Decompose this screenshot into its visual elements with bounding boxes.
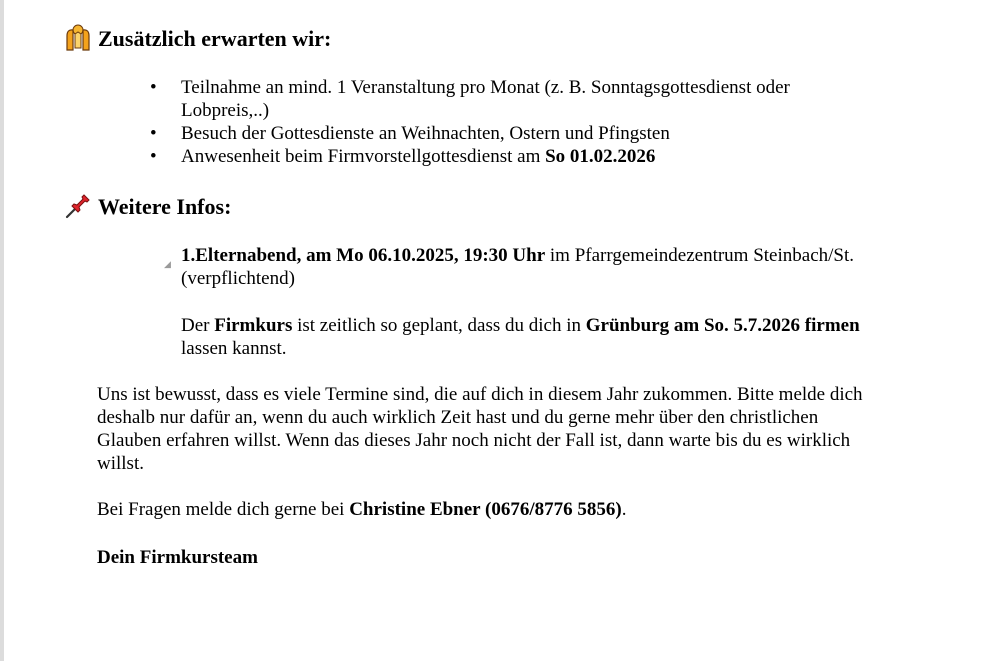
section-heading-expectations [64,24,331,52]
list-item-text: Teilnahme an mind. 1 Veranstaltung pro Monat (z. B. Sonntagsgottesdienst oder Lobpreis,..) [181,77,790,121]
info-course-label: Firmkurs [214,315,293,336]
praying-hands-icon [64,24,92,52]
contact-paragraph [97,498,887,521]
pushpin-icon [64,192,92,220]
info-confirmation-date: Grünburg am So. 5.7.2026 firmen [585,315,860,336]
contact-text: Bei Fragen melde dich gerne bei [97,499,350,520]
body-paragraph: Uns ist bewusst, dass es viele Termine sind, die auf dich in diesem Jahr zukommen. Bitte melde dich deshalb nur dafür an, wenn du auch wirklich Zeit hast und du gerne mehr über den christlichen Glauben erfahren willst. Wenn das dieses Jahr noch nicht der Fall ist, dann warte bis du es wirklich willst. [97,384,863,474]
list-item [150,76,850,122]
list-item [150,145,850,168]
signature: Dein Firmkursteam [97,547,258,568]
info-parents-evening [181,244,861,290]
list-item-text: Anwesenheit beim Firmvorstellgottesdienst am [181,146,546,167]
bullet-icon: • [150,77,157,98]
info-text: Der [181,315,215,336]
contact-text: . [621,499,627,520]
expectations-list [150,76,850,168]
list-item [150,122,850,145]
info-parents-evening-text: im Pfarrgemeindezentrum Steinbach/St. (verpflichtend) [181,245,855,289]
section-heading-more-info [64,192,231,220]
list-item-date: So 01.02.2026 [545,146,656,167]
info-text: ist zeitlich so geplant, dass du dich in [292,315,586,336]
info-text: lassen kannst. [181,338,287,359]
info-confirmation-course [181,314,861,360]
section-heading-text: Weitere Infos: [98,193,232,219]
section-heading-text: Zusätzlich erwarten wir: [98,25,332,51]
bullet-icon: • [150,123,157,144]
list-item-text: Besuch der Gottesdienste an Weihnachten, Ostern und Pfingsten [181,123,670,144]
collapse-marker-icon: ◢ [164,259,171,269]
contact-person: Christine Ebner (0676/8776 5856) [349,499,622,520]
info-parents-evening-date: 1.Elternabend, am Mo 06.10.2025, 19:30 Uhr [181,245,546,266]
bullet-icon: • [150,146,157,167]
